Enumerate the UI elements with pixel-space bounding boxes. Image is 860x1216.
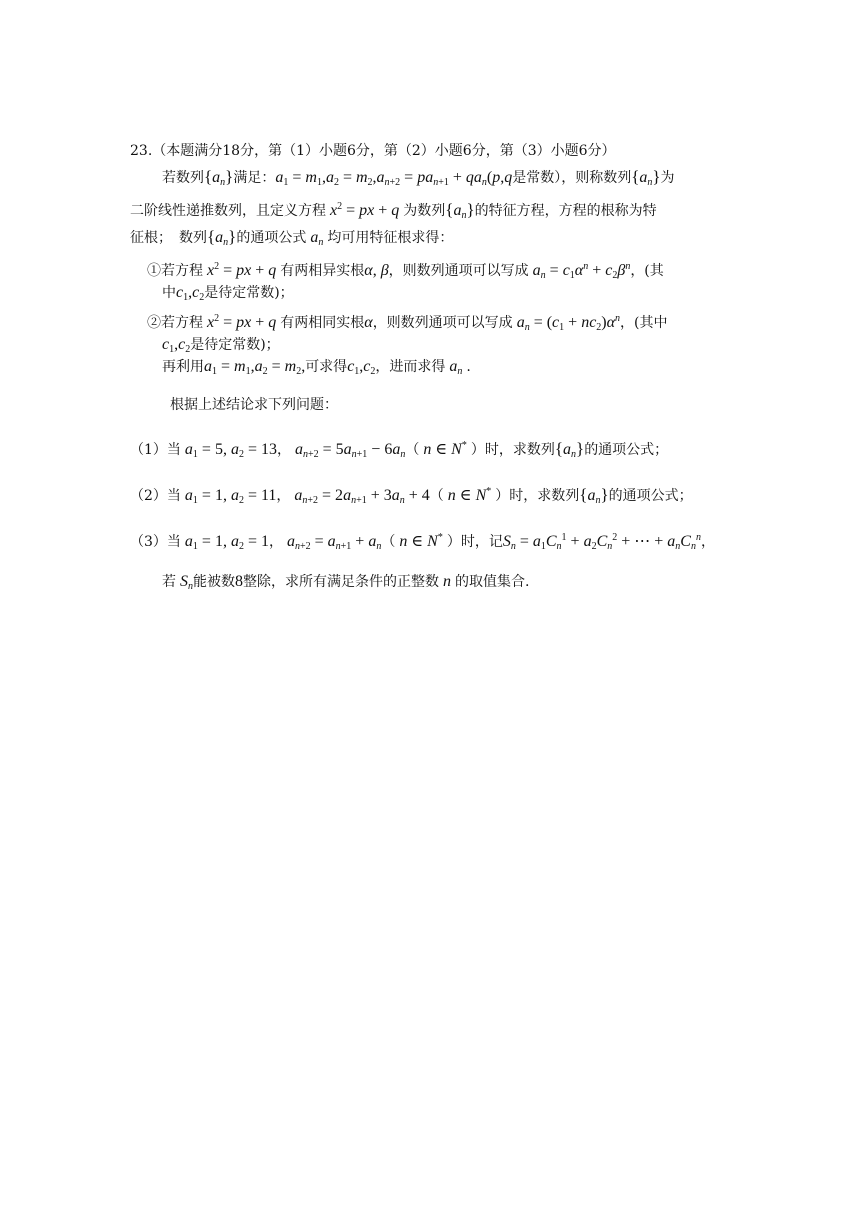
text: （ xyxy=(405,442,420,458)
text: ）时，求数列 xyxy=(495,488,580,504)
text: （3）当 xyxy=(130,534,181,550)
formula-general-term-1: $a_n = c_1\alpha^n + c_2\beta^n$ xyxy=(528,261,631,281)
text: 是常数），则称数列 xyxy=(512,170,632,186)
text: ，进而求得 xyxy=(375,359,446,375)
text: 是待定常数)； xyxy=(204,285,294,301)
formula-sn: $S_n$ xyxy=(176,573,193,592)
text: ）时，记 xyxy=(446,534,503,550)
formula-q2-recurrence: $a_{n+2} = 2a_{n+1} + 3a_n + 4$ xyxy=(290,487,430,506)
question-2: （2）当 $a_1 = 1$, $a_2 = 11$， $a_{n+2} = 2a_{n+1} + 3a_n + 4$（ n ∈ N* ）时，求数列$\{a_n\}$的通项公式； xyxy=(130,485,693,506)
text: 中 xyxy=(162,285,176,301)
formula-seq-a: $\{a_n\}$ xyxy=(204,167,234,188)
text: 若数列 xyxy=(162,170,204,186)
text: （1）当 xyxy=(130,442,181,458)
question-3-line-2 xyxy=(162,570,529,599)
text: 的特征方程，方程的根称为特 xyxy=(474,203,657,219)
formula-seq-a: $\{a_n\}$ xyxy=(445,200,475,221)
intro-line-3 xyxy=(130,225,453,255)
formula-char-eq: $x^2$ = px + q xyxy=(203,313,281,331)
text: 是待定常数)； xyxy=(190,337,280,353)
problem-score-note: （本题满分18分，第（1）小题6分，第（2）小题6分，第（3）小题6分） xyxy=(152,143,616,159)
case1-line-2 xyxy=(162,281,294,310)
text: 有两相同实根 xyxy=(280,315,365,331)
text: 有两相异实根 xyxy=(280,263,365,279)
text: 均可用特征根求得： xyxy=(327,230,454,246)
text: 能被数 xyxy=(193,574,235,590)
formula-n-domain: n ∈ N* xyxy=(395,532,443,550)
text: ， xyxy=(700,534,715,550)
text: （2）当 xyxy=(130,488,181,504)
text: 的通项公式 xyxy=(236,230,307,246)
formula-seq-a: $\{a_n\}$ xyxy=(554,439,585,460)
formula-roots: α, β xyxy=(364,262,389,279)
formula-seq-a: $\{a_n\}$ xyxy=(579,485,609,506)
text: 若 xyxy=(162,574,176,590)
formula-constants: $c_1,c_2$ xyxy=(347,358,376,377)
formula-q3-initial: $a_1 = 1$, $a_2 = 1$ xyxy=(180,533,269,552)
text: 满足： xyxy=(233,170,276,186)
formula-n-domain: n ∈ N* xyxy=(419,440,467,458)
formula-q1-recurrence: $a_{n+2} = 5a_{n+1} - 6a_n$ xyxy=(290,441,406,460)
text: 为 xyxy=(660,170,675,186)
formula-an: $a_n$ xyxy=(306,229,324,248)
text: . xyxy=(466,359,471,375)
formula-constants: $c_1,c_2$ xyxy=(162,336,191,355)
formula-initial: $a_1 = m_1,a_2 = m_2$, xyxy=(204,358,306,377)
formula-q2-initial: $a_1 = 1$, $a_2 = 11$ xyxy=(180,487,277,506)
reuse-line xyxy=(162,355,471,384)
formula-n-domain: n ∈ N* xyxy=(443,486,492,504)
formula-sum-s: $S_n = a_1C_n^1 + a_2C_n^2$ + ⋯ + $a_nC_n^n$ xyxy=(502,532,701,552)
formula-eight: 8 xyxy=(235,573,243,590)
formula-constants: $c_1,c_2$ xyxy=(176,284,205,303)
text: 二阶线性递推数列，且定义方程 xyxy=(130,203,326,219)
text: ，(其 xyxy=(630,263,664,279)
text: 再利用 xyxy=(162,359,204,375)
text: 的通项公式； xyxy=(608,488,693,504)
problem-header xyxy=(130,139,616,163)
text: ①若方程 xyxy=(147,263,203,279)
text: 的通项公式； xyxy=(584,442,669,458)
text: 整除，求所有满足条件的正整数 xyxy=(243,574,439,590)
formula-q1-initial: $a_1 = 5$, $a_2 = 13$ xyxy=(180,441,277,460)
text: ，则数列通项可以写成 xyxy=(388,263,529,279)
question-3: （3）当 $a_1 = 1$, $a_2 = 1$， $a_{n+2} = a_{n+1} + a_n$（ n ∈ N* ）时，记$S_n = a_1C_n^1 + a_2C_n^2$ + ⋯ + $a_nC_n^n$， xyxy=(130,532,715,552)
intro-line-2 xyxy=(130,195,657,228)
question-1: （1）当 $a_1 = 5$, $a_2 = 13$， $a_{n+2} = 5a_{n+1} - 6a_n$（ n ∈ N* ）时，求数列$\{a_n\}$的通项公式； xyxy=(130,439,669,460)
formula-an: $a_n$ xyxy=(445,358,463,377)
formula-root: α xyxy=(364,314,373,331)
text: 征根； 数列 xyxy=(130,230,207,246)
text: 可求得 xyxy=(305,359,348,375)
formula-q3-recurrence: $a_{n+2} = a_{n+1} + a_n$ xyxy=(282,533,382,552)
text: ，(其中 xyxy=(620,315,668,331)
formula-general-term-2: $a_n = (c_1 + nc_2)\alpha^n$ xyxy=(512,313,621,333)
text: ）时，求数列 xyxy=(470,442,555,458)
text: （ xyxy=(381,534,396,550)
text: 为数列 xyxy=(403,203,446,219)
lead-line: 根据上述结论求下列问题： xyxy=(170,397,338,413)
formula-recurrence: $a_1 = m_1,a_2 = m_2,a_{n+2} = pa_{n+1} + qa_n(p,q$ xyxy=(275,169,513,188)
problem-number: 23. xyxy=(130,143,153,159)
text: 的取值集合. xyxy=(455,574,530,590)
formula-char-eq: $x^2$ = px + q xyxy=(203,261,281,279)
intro-line-1 xyxy=(162,165,675,195)
formula-char-eq: $x^2$ = px + q xyxy=(326,201,404,219)
text: ②若方程 xyxy=(147,315,203,331)
formula-seq-a: $\{a_n\}$ xyxy=(631,167,661,188)
formula-n: n xyxy=(439,573,455,590)
formula-seq-a: $\{a_n\}$ xyxy=(207,227,237,248)
text: （ xyxy=(429,488,444,504)
text: ，则数列通项可以写成 xyxy=(372,315,513,331)
